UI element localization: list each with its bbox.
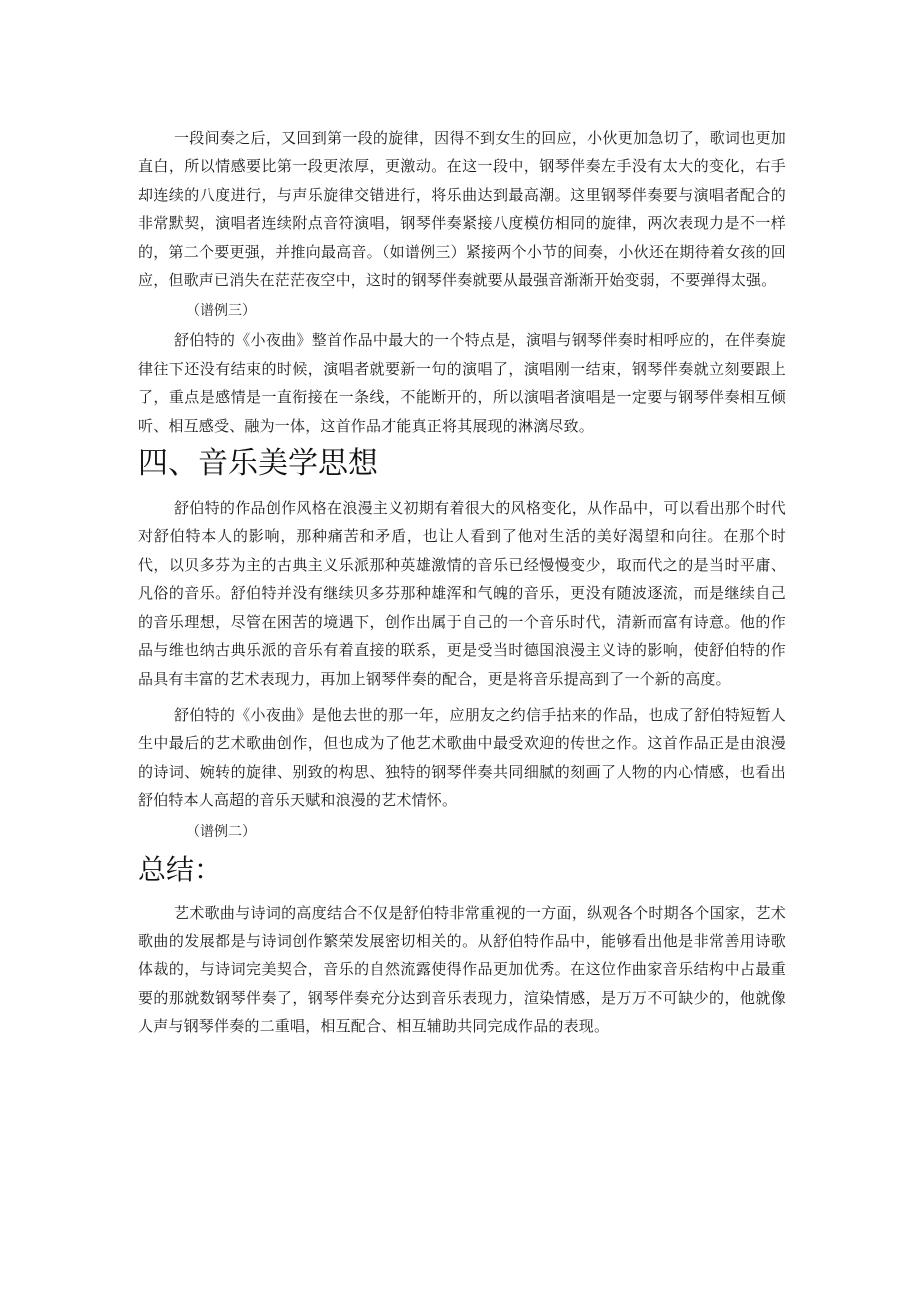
document-body	[138, 124, 786, 1041]
score-caption-3: （谱例三）	[186, 303, 256, 320]
paragraph-style-change: 舒伯特的作品创作风格在浪漫主义初期有着很大的风格变化，从作品中，可以看出那个时代对舒伯特本人的影响，那种痛苦和矛盾，也让人看到了他对生活的美好渴望和向往。在那个时代，以贝多芬为主的古典主义乐派那种英雄激情的音乐已经慢慢变少，取而代之的是当时平庸、凡俗的音乐。舒伯特并没有继续贝多芬那种雄浑和气魄的音乐，更没有随波逐流，而是继续自己的音乐理想，尽管在困苦的境遇下，创作出属于自己的一个音乐时代，清新而富有诗意。他的作品与维也纳古典乐派的音乐有着直接的联系，更是受当时德国浪漫主义诗的影响，使舒伯特的作品具有丰富的艺术表现力，再加上钢琴伴奏的配合，更是将音乐提高到了一个新的高度。	[138, 499, 786, 688]
summary-heading: 总结：	[138, 852, 223, 886]
score-caption-2: （谱例二）	[186, 823, 256, 840]
section-heading-aesthetics: 四、音乐美学思想	[138, 446, 378, 482]
paragraph-serenade-feature: 舒伯特的《小夜曲》整首作品中最大的一个特点是，演唱与钢琴伴奏时相呼应的，在伴奏旋律往下还没有结束的时候，演唱者就要新一句的演唱了，演唱刚一结束，钢琴伴奏就立刻要跟上了，重点是感情是一直衔接在一条线，不能断开的，所以演唱者演唱是一定要与钢琴伴奏相互倾听、相互感受、融为一体，这首作品才能真正将其展现的淋漓尽致。	[138, 331, 786, 435]
paragraph-serenade-history: 舒伯特的《小夜曲》是他去世的那一年，应朋友之约信手拈来的作品，也成了舒伯特短暂人生中最后的艺术歌曲创作，但也成为了他艺术歌曲中最受欢迎的传世之作。这首作品正是由浪漫的诗词、婉转的旋律、别致的构思、独特的钢琴伴奏共同细腻的刻画了人物的内心情感，也看出舒伯特本人高超的音乐天赋和浪漫的艺术情怀。	[138, 705, 786, 810]
paragraph-summary: 艺术歌曲与诗词的高度结合不仅是舒伯特非常重视的一方面，纵观各个时期各个国家，艺术歌曲的发展都是与诗词创作繁荣发展密切相关的。从舒伯特作品中，能够看出他是非常善用诗歌体裁的，与诗词完美契合，音乐的自然流露使得作品更加优秀。在这位作曲家音乐结构中占最重要的那就数钢琴伴奏了，钢琴伴奏充分达到音乐表现力，渲染情感，是万万不可缺少的，他就像人声与钢琴伴奏的二重唱，相互配合、相互辅助共同完成作品的表现。	[138, 903, 786, 1036]
paragraph-interlude: 一段间奏之后，又回到第一段的旋律，因得不到女生的回应，小伙更加急切了，歌词也更加直白，所以情感要比第一段更浓厚，更激动。在这一段中，钢琴伴奏左手没有太大的变化，右手却连续的八度进行，与声乐旋律交错进行，将乐曲达到最高潮。这里钢琴伴奏要与演唱者配合的非常默契，演唱者连续附点音符演唱，钢琴伴奏紧接八度模仿相同的旋律，两次表现力是不一样的，第二个要更强，并推向最高音。（如谱例三）紧接两个小节的间奏，小伙还在期待着女孩的回应，但歌声已消失在茫茫夜空中，这时的钢琴伴奏就要从最强音渐渐开始变弱，不要弹得太强。	[138, 129, 786, 290]
paragraph-spacer	[138, 693, 786, 701]
